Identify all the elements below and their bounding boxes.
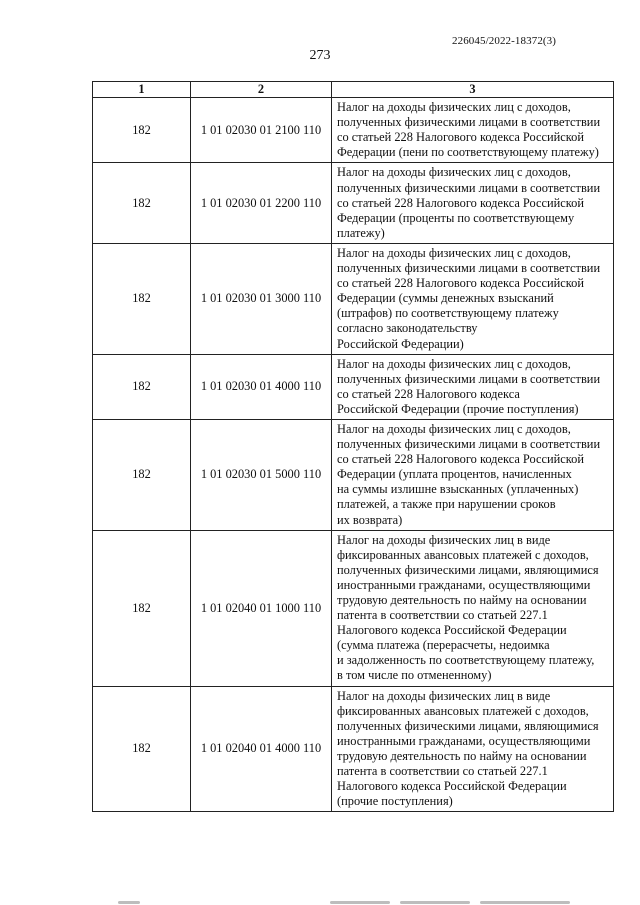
description-line: Федерации (уплата процентов, начисленных xyxy=(337,467,572,482)
description-line: платежей, а также при нарушении сроков xyxy=(337,497,556,512)
description-line: Налогового кодекса Российской Федерации xyxy=(337,623,567,638)
description-line: полученных физическими лицами в соответствии xyxy=(337,437,601,452)
budget-classification-code-cell: 1 01 02030 01 2100 110 xyxy=(191,98,332,163)
table-row xyxy=(93,419,614,530)
description-line: патента в соответствии со статьей 227.1 xyxy=(337,764,548,779)
income-description-cell xyxy=(332,243,614,354)
budget-classification-code-cell: 1 01 02040 01 4000 110 xyxy=(191,686,332,812)
description-line: фиксированных авансовых платежей с доходов, xyxy=(337,703,589,718)
description-line: полученных физическими лицами, являющимися xyxy=(337,718,599,733)
description-line: трудовую деятельность по найму на основании xyxy=(337,748,587,763)
description-line: Налог на доходы физических лиц с доходов, xyxy=(337,165,571,180)
description-line: и задолженность по соответствующему платежу, xyxy=(337,653,595,668)
description-line: иностранными гражданами, осуществляющими xyxy=(337,577,591,592)
admin-code-cell: 182 xyxy=(93,419,191,530)
description-line: со статьей 228 Налогового кодекса Российской xyxy=(337,130,585,145)
description-line: патента в соответствии со статьей 227.1 xyxy=(337,608,548,623)
budget-classification-code-cell: 1 01 02040 01 1000 110 xyxy=(191,530,332,686)
description-line: трудовую деятельность по найму на основании xyxy=(337,593,587,607)
column-header-3: 3 xyxy=(332,82,614,98)
table-row xyxy=(93,354,614,419)
description-line: Налог на доходы физических лиц в виде xyxy=(337,688,551,703)
table-row xyxy=(93,530,614,686)
description-line: Налог на доходы физических лиц с доходов, xyxy=(337,421,571,436)
income-description-cell xyxy=(332,530,614,686)
description-line: (прочие поступления) xyxy=(337,794,453,809)
description-line: в том числе по отмененному) xyxy=(337,668,492,683)
description-line: Налогового кодекса Российской Федерации xyxy=(337,779,567,794)
description-line: Российской Федерации (прочие поступления) xyxy=(337,401,579,416)
column-header-1: 1 xyxy=(93,82,191,98)
table-row xyxy=(93,686,614,812)
income-description-cell xyxy=(332,686,614,812)
description-line: Российской Федерации) xyxy=(337,336,464,351)
description-line: на суммы излишне взысканных (уплаченных) xyxy=(337,482,579,497)
table-header-row xyxy=(93,82,614,98)
table-row xyxy=(93,163,614,243)
admin-code-cell: 182 xyxy=(93,354,191,419)
description-line: Налог на доходы физических лиц с доходов, xyxy=(337,356,571,371)
description-line: Федерации (пени по соответствующему платежу) xyxy=(337,145,599,160)
column-header-2: 2 xyxy=(191,82,332,98)
description-line: со статьей 228 Налогового кодекса Российской xyxy=(337,452,585,467)
description-line: полученных физическими лицами в соответствии xyxy=(337,180,601,195)
description-line: Федерации (суммы денежных взысканий xyxy=(337,291,554,306)
description-line: Федерации (проценты по соответствующему xyxy=(337,210,575,225)
income-description-cell xyxy=(332,98,614,163)
description-line: их возврата) xyxy=(337,512,403,527)
description-line: полученных физическими лицами в соответствии xyxy=(337,261,601,276)
description-line: Налог на доходы физических лиц в виде xyxy=(337,532,551,547)
scan-edge-artifact xyxy=(0,897,640,905)
budget-codes-table xyxy=(92,81,614,812)
description-line: согласно законодательству xyxy=(337,321,478,336)
admin-code-cell: 182 xyxy=(93,243,191,354)
table-row xyxy=(93,243,614,354)
description-line: (штрафов) по соответствующему платежу xyxy=(337,306,559,321)
description-line: иностранными гражданами, осуществляющими xyxy=(337,733,591,748)
admin-code-cell: 182 xyxy=(93,98,191,163)
description-line: платежу) xyxy=(337,225,385,240)
description-line: фиксированных авансовых платежей с доходов, xyxy=(337,547,589,562)
page-number: 273 xyxy=(309,48,331,63)
admin-code-cell: 182 xyxy=(93,163,191,243)
budget-classification-code-cell: 1 01 02030 01 4000 110 xyxy=(191,354,332,419)
income-description-cell xyxy=(332,163,614,243)
description-line: полученных физическими лицами в соответствии xyxy=(337,371,601,386)
table-body xyxy=(93,98,614,812)
budget-classification-code-cell: 1 01 02030 01 3000 110 xyxy=(191,243,332,354)
admin-code-cell: 182 xyxy=(93,530,191,686)
admin-code-cell: 182 xyxy=(93,686,191,812)
document-id: 226045/2022-18372(3) xyxy=(452,35,557,47)
description-line: Налог на доходы физических лиц с доходов, xyxy=(337,100,571,115)
table-row xyxy=(93,98,614,163)
budget-classification-code-cell: 1 01 02030 01 5000 110 xyxy=(191,419,332,530)
description-line: Налог на доходы физических лиц с доходов, xyxy=(337,245,571,260)
description-line: полученных физическими лицами, являющимися xyxy=(337,562,599,577)
description-line: со статьей 228 Налогового кодекса Российской xyxy=(337,276,585,291)
income-description-cell xyxy=(332,354,614,419)
description-line: полученных физическими лицами в соответствии xyxy=(337,115,601,130)
description-line: со статьей 228 Налогового кодекса Российской xyxy=(337,195,585,210)
budget-classification-code-cell: 1 01 02030 01 2200 110 xyxy=(191,163,332,243)
description-line: (сумма платежа (перерасчеты, недоимка xyxy=(337,638,550,653)
description-line: со статьей 228 Налогового кодекса xyxy=(337,386,520,401)
income-description-cell xyxy=(332,419,614,530)
